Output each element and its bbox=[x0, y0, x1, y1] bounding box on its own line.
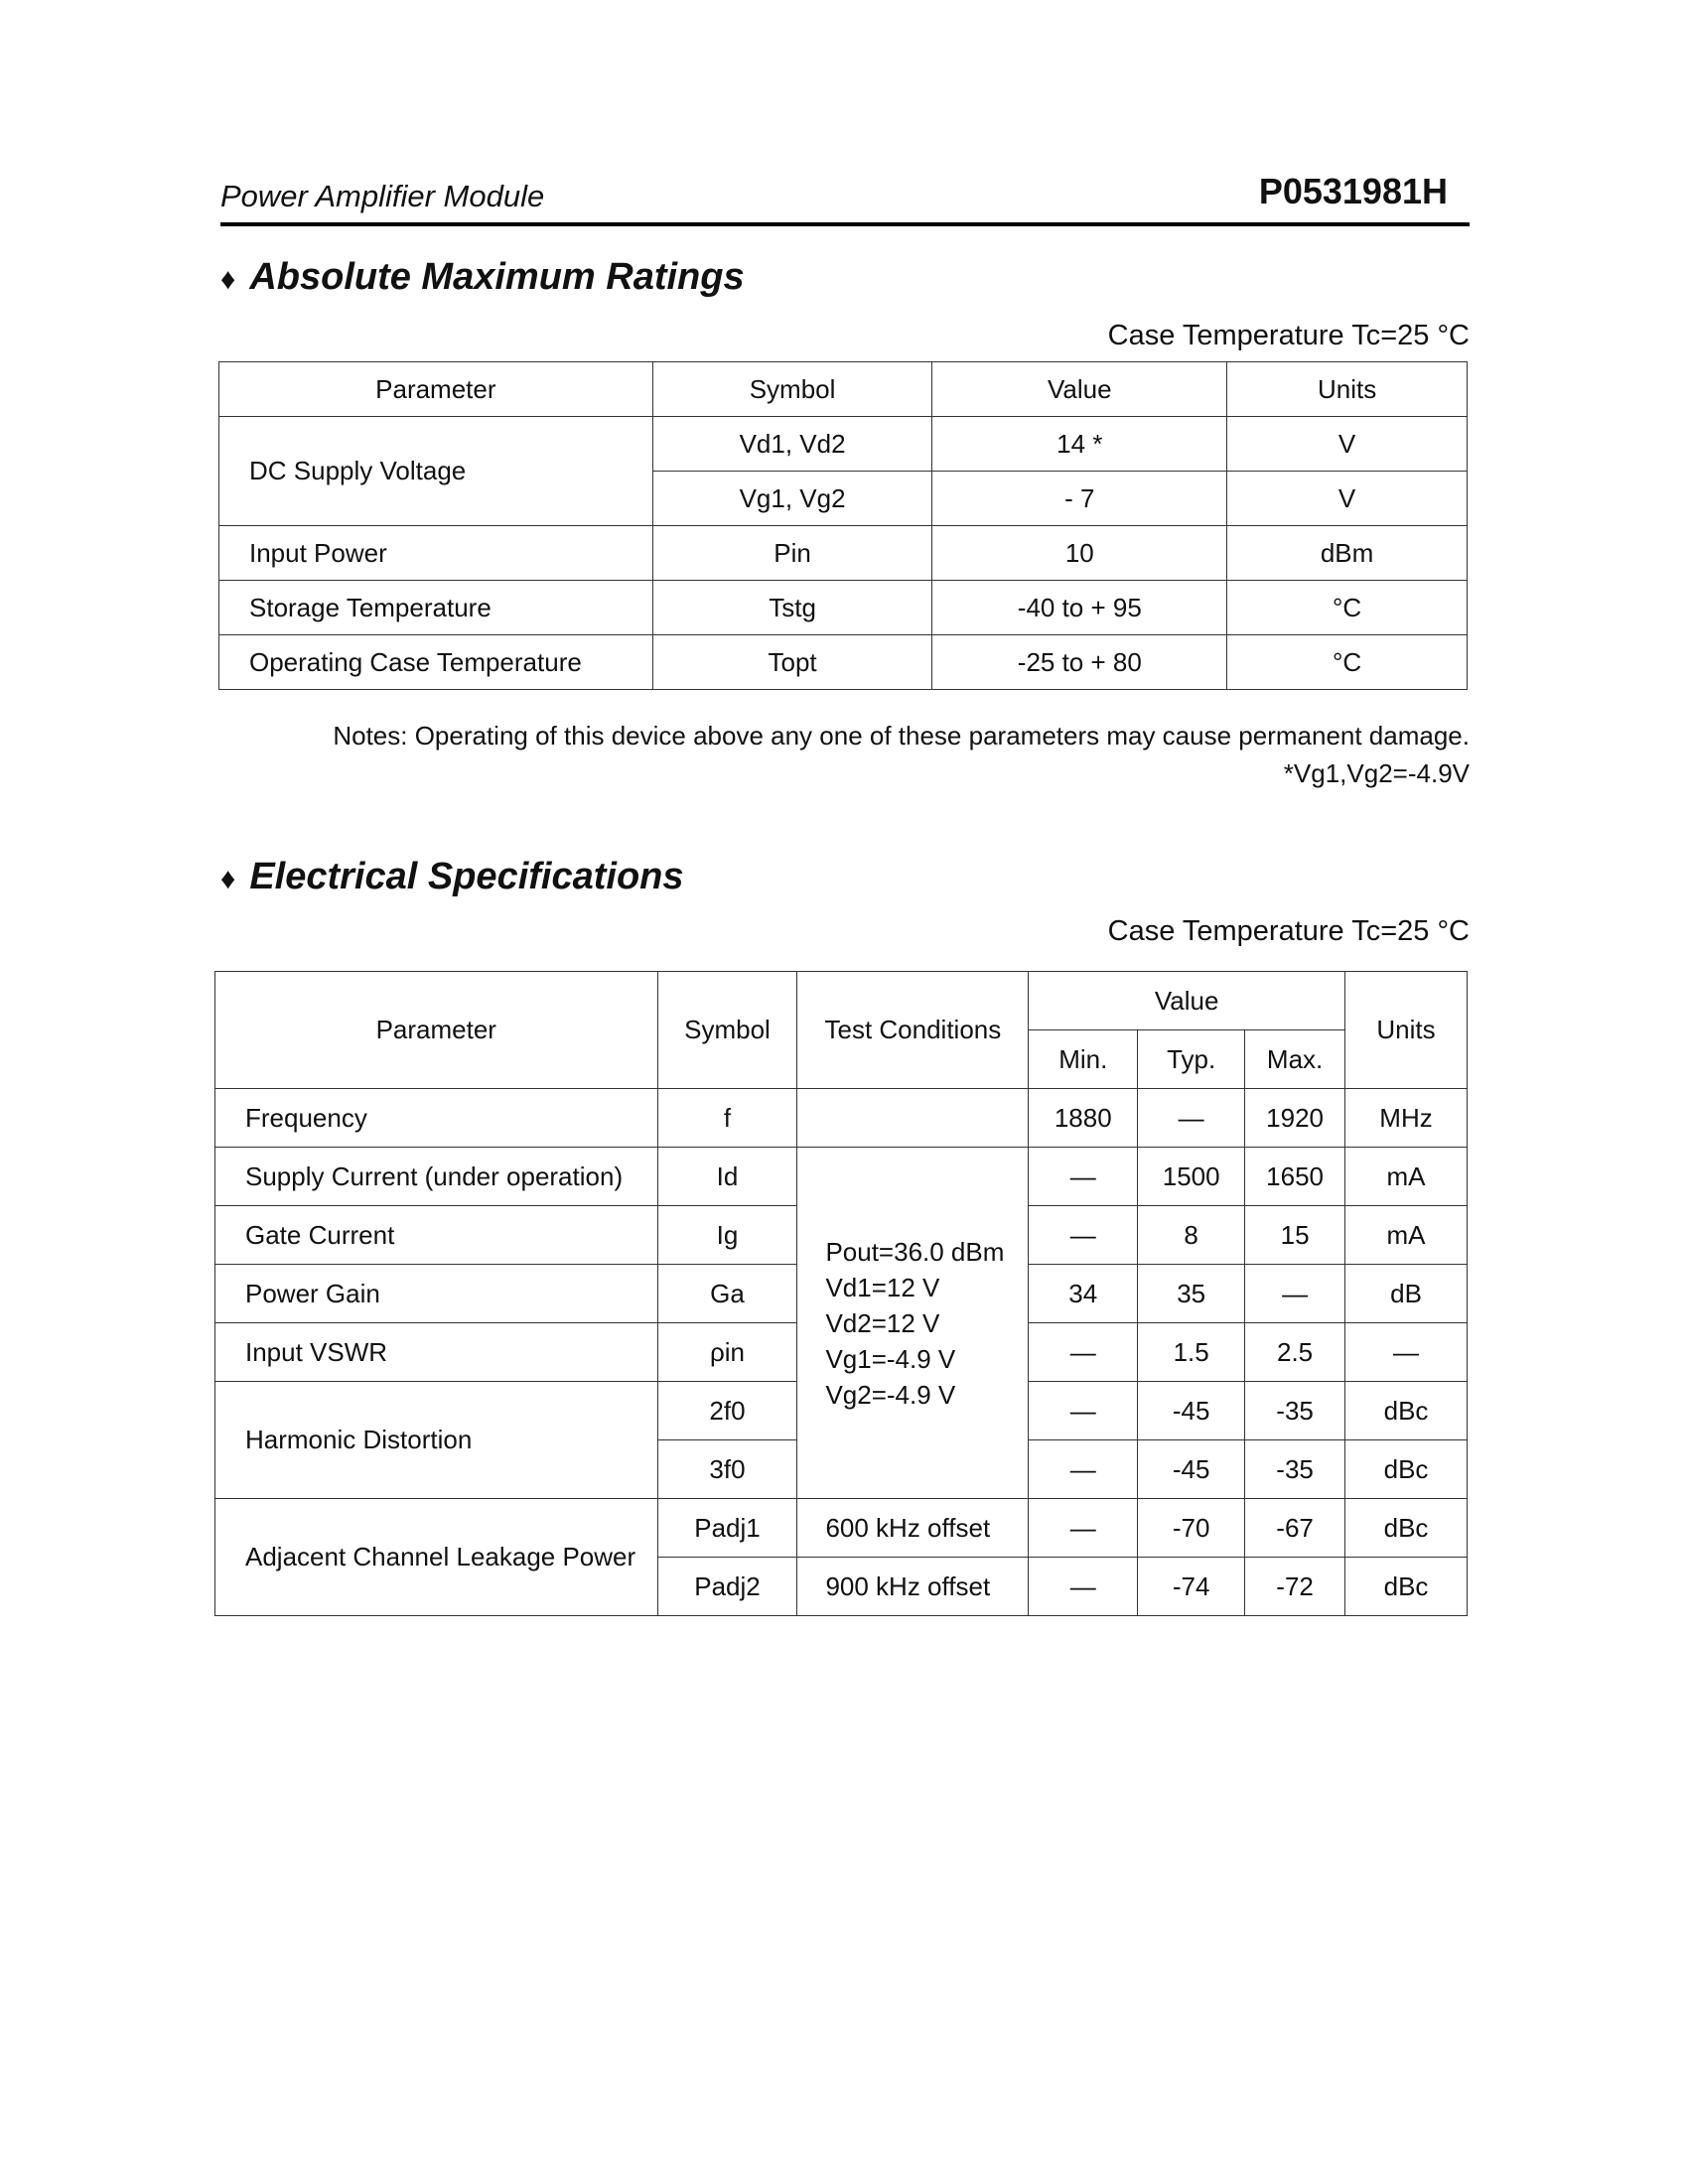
cell-max: -72 bbox=[1245, 1558, 1345, 1616]
cell-test-conditions: 900 kHz offset bbox=[797, 1558, 1029, 1616]
es-case-temperature: Case Temperature Tc=25 °C bbox=[1107, 915, 1470, 947]
cell-typ: 1500 bbox=[1138, 1148, 1245, 1206]
cell-symbol: Tstg bbox=[652, 581, 932, 635]
cell-units: dBc bbox=[1345, 1440, 1468, 1499]
cell-units: dBc bbox=[1345, 1499, 1468, 1558]
cell-test-conditions: 600 kHz offset bbox=[797, 1499, 1029, 1558]
cell-typ: -70 bbox=[1138, 1499, 1245, 1558]
diamond-bullet-icon: ♦ bbox=[220, 263, 236, 296]
cell-min: — bbox=[1029, 1499, 1138, 1558]
cell-parameter: Supply Current (under operation) bbox=[215, 1148, 658, 1206]
cell-value: -40 to + 95 bbox=[932, 581, 1227, 635]
cell-value: 10 bbox=[932, 526, 1227, 581]
cell-symbol: Pin bbox=[652, 526, 932, 581]
cell-parameter: Operating Case Temperature bbox=[219, 635, 653, 690]
cell-units: dBc bbox=[1345, 1382, 1468, 1440]
document-subtitle: Power Amplifier Module bbox=[220, 179, 545, 213]
es-section-title bbox=[220, 856, 684, 898]
cell-min: 34 bbox=[1029, 1265, 1138, 1323]
condition-line: Vd2=12 V bbox=[825, 1307, 940, 1338]
header-symbol: Symbol bbox=[652, 362, 932, 417]
table-row bbox=[215, 1089, 1468, 1148]
note-line: Notes: Operating of this device above any one of these parameters may cause permanent damage. bbox=[333, 721, 1470, 751]
absolute-max-ratings-table bbox=[218, 361, 1468, 690]
cell-max: -35 bbox=[1245, 1440, 1345, 1499]
cell-symbol: Vg1, Vg2 bbox=[652, 472, 932, 526]
cell-parameter: Storage Temperature bbox=[219, 581, 653, 635]
cell-typ: 35 bbox=[1138, 1265, 1245, 1323]
cell-parameter: Input Power bbox=[219, 526, 653, 581]
cell-units: dB bbox=[1345, 1265, 1468, 1323]
header-units: Units bbox=[1227, 362, 1468, 417]
cell-value: - 7 bbox=[932, 472, 1227, 526]
header-symbol: Symbol bbox=[657, 972, 797, 1089]
cell-symbol: Id bbox=[657, 1148, 797, 1206]
cell-min: — bbox=[1029, 1440, 1138, 1499]
condition-line: Vg1=-4.9 V bbox=[825, 1343, 956, 1374]
cell-parameter: Input VSWR bbox=[215, 1323, 658, 1382]
cell-units: dBc bbox=[1345, 1558, 1468, 1616]
cell-typ: -45 bbox=[1138, 1382, 1245, 1440]
cell-symbol: 2f0 bbox=[657, 1382, 797, 1440]
header-value: Value bbox=[1029, 972, 1345, 1030]
cell-max: 1650 bbox=[1245, 1148, 1345, 1206]
cell-min: 1880 bbox=[1029, 1089, 1138, 1148]
condition-line: Vd1=12 V bbox=[825, 1272, 940, 1302]
cell-units: mA bbox=[1345, 1206, 1468, 1265]
amr-title-text: Absolute Maximum Ratings bbox=[249, 256, 745, 298]
cell-min: — bbox=[1029, 1206, 1138, 1265]
cell-units: MHz bbox=[1345, 1089, 1468, 1148]
cell-units: dBm bbox=[1227, 526, 1468, 581]
cell-symbol: Topt bbox=[652, 635, 932, 690]
header-test-conditions: Test Conditions bbox=[797, 972, 1029, 1089]
cell-max: 2.5 bbox=[1245, 1323, 1345, 1382]
header-units: Units bbox=[1345, 972, 1468, 1089]
cell-symbol: f bbox=[657, 1089, 797, 1148]
electrical-specifications-table bbox=[214, 971, 1468, 1616]
header-parameter: Parameter bbox=[215, 972, 658, 1089]
cell-units: mA bbox=[1345, 1148, 1468, 1206]
cell-symbol: Padj1 bbox=[657, 1499, 797, 1558]
cell-typ: 8 bbox=[1138, 1206, 1245, 1265]
header-parameter: Parameter bbox=[219, 362, 653, 417]
cell-symbol: Vd1, Vd2 bbox=[652, 417, 932, 472]
cell-typ: -74 bbox=[1138, 1558, 1245, 1616]
es-title-text: Electrical Specifications bbox=[249, 856, 684, 897]
cell-symbol: Ig bbox=[657, 1206, 797, 1265]
cell-min: — bbox=[1029, 1148, 1138, 1206]
cell-units: V bbox=[1227, 472, 1468, 526]
test-conditions-block bbox=[797, 1148, 1029, 1499]
header-typ: Typ. bbox=[1138, 1030, 1245, 1089]
cell-max: 1920 bbox=[1245, 1089, 1345, 1148]
condition-line: Vg2=-4.9 V bbox=[825, 1379, 956, 1410]
header-min: Min. bbox=[1029, 1030, 1138, 1089]
table-header-row bbox=[219, 362, 1468, 417]
cell-min: — bbox=[1029, 1323, 1138, 1382]
cell-units: — bbox=[1345, 1323, 1468, 1382]
cell-test-conditions bbox=[797, 1089, 1029, 1148]
cell-typ: -45 bbox=[1138, 1440, 1245, 1499]
cell-symbol: Padj2 bbox=[657, 1558, 797, 1616]
cell-value: 14 * bbox=[932, 417, 1227, 472]
cell-typ: 1.5 bbox=[1138, 1323, 1245, 1382]
cell-max: — bbox=[1245, 1265, 1345, 1323]
cell-max: -67 bbox=[1245, 1499, 1345, 1558]
cell-symbol: Ga bbox=[657, 1265, 797, 1323]
amr-case-temperature: Case Temperature Tc=25 °C bbox=[1107, 320, 1470, 351]
cell-parameter: Harmonic Distortion bbox=[215, 1382, 658, 1499]
note-line: *Vg1,Vg2=-4.9V bbox=[1283, 758, 1470, 788]
table-row bbox=[215, 1148, 1468, 1206]
cell-parameter: Adjacent Channel Leakage Power bbox=[215, 1499, 658, 1616]
cell-min: — bbox=[1029, 1382, 1138, 1440]
cell-units: °C bbox=[1227, 635, 1468, 690]
cell-parameter: Gate Current bbox=[215, 1206, 658, 1265]
header-max: Max. bbox=[1245, 1030, 1345, 1089]
cell-typ: — bbox=[1138, 1089, 1245, 1148]
diamond-bullet-icon: ♦ bbox=[220, 863, 236, 895]
page-header bbox=[220, 167, 1470, 226]
table-row bbox=[215, 1499, 1468, 1558]
part-number: P0531981H bbox=[1258, 171, 1448, 211]
cell-symbol: ρin bbox=[657, 1323, 797, 1382]
table-row bbox=[219, 581, 1468, 635]
cell-max: -35 bbox=[1245, 1382, 1345, 1440]
amr-section-title bbox=[220, 256, 745, 299]
table-row bbox=[219, 526, 1468, 581]
amr-notes bbox=[333, 717, 1470, 792]
header-value: Value bbox=[932, 362, 1227, 417]
condition-line: Pout=36.0 dBm bbox=[825, 1236, 1005, 1267]
cell-parameter: Frequency bbox=[215, 1089, 658, 1148]
table-header-row bbox=[215, 972, 1468, 1030]
cell-value: -25 to + 80 bbox=[932, 635, 1227, 690]
cell-units: V bbox=[1227, 417, 1468, 472]
cell-units: °C bbox=[1227, 581, 1468, 635]
table-row bbox=[219, 635, 1468, 690]
cell-max: 15 bbox=[1245, 1206, 1345, 1265]
cell-min: — bbox=[1029, 1558, 1138, 1616]
cell-parameter: DC Supply Voltage bbox=[219, 417, 653, 526]
cell-symbol: 3f0 bbox=[657, 1440, 797, 1499]
table-row bbox=[219, 417, 1468, 472]
cell-parameter: Power Gain bbox=[215, 1265, 658, 1323]
